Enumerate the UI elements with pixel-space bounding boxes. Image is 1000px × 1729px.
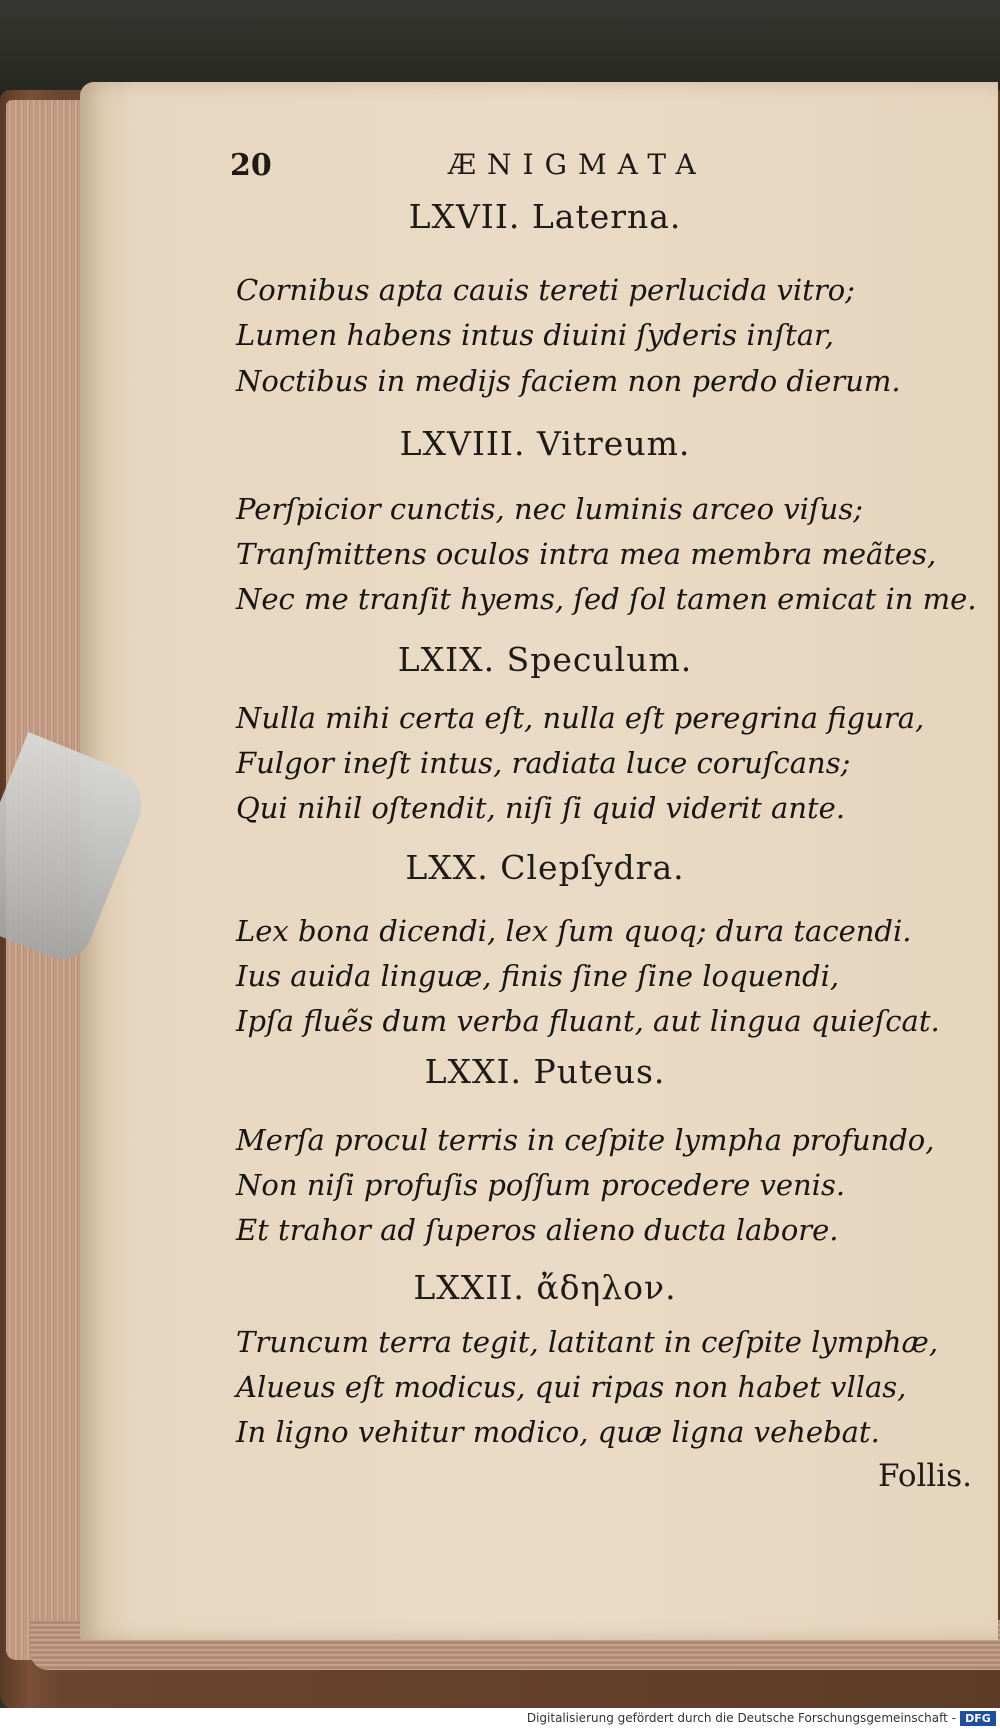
- running-head: ÆNIGMATA: [448, 148, 707, 181]
- verse-line: In ligno vehitur modico, quæ ligna vehebat.: [236, 1415, 880, 1449]
- page-number: 20: [230, 148, 272, 183]
- riddle-title: LXX. Clepſydra.: [405, 848, 685, 887]
- verse-line: Lumen habens intus diuini ſyderis inſtar,: [236, 318, 834, 352]
- verse-line: Lex bona dicendi, lex ſum quoq; dura tacendi.: [236, 914, 912, 948]
- riddle-title: LXVII. Laterna.: [408, 197, 682, 236]
- verse-line: Merſa procul terris in ceſpite lympha profundo,: [236, 1123, 935, 1157]
- verse-line: Cornibus apta cauis tereti perlucida vitro;: [236, 273, 855, 307]
- page-header: [230, 148, 790, 188]
- riddle-title: LXVIII. Vitreum.: [399, 424, 691, 463]
- verse-line: Perſpicior cunctis, nec luminis arceo viſus;: [236, 492, 863, 526]
- footer-bar: [0, 1708, 1000, 1729]
- verse-line: Non niſi profuſis poſſum procedere venis.: [236, 1168, 846, 1202]
- verse-line: Qui nihil oſtendit, niſi ſi quid viderit ante.: [236, 791, 846, 825]
- riddle-title: LXXI. Puteus.: [424, 1052, 666, 1091]
- riddle-title: LXIX. Speculum.: [397, 640, 693, 679]
- verse-line: Nulla mihi certa eſt, nulla eſt peregrina figura,: [236, 701, 925, 735]
- verse-line: Et trahor ad ſuperos alieno ducta labore.: [236, 1213, 839, 1247]
- catchword: Follis.: [878, 1458, 972, 1494]
- verse-line: Tranſmittens oculos intra mea membra meãtes,: [236, 537, 937, 571]
- verse-line: Ius auida linguæ, finis ſine ſine loquendi,: [236, 959, 840, 993]
- riddle-title: LXXII. ἄδηλον.: [413, 1268, 677, 1307]
- verse-line: Noctibus in medijs faciem non perdo dierum.: [236, 364, 901, 398]
- verse-line: Alueus eſt modicus, qui ripas non habet vllas,: [236, 1370, 907, 1404]
- verse-line: Truncum terra tegit, latitant in ceſpite lymphæ,: [236, 1325, 939, 1359]
- verse-line: Nec me tranſit hyems, ſed ſol tamen emicat in me.: [236, 582, 977, 616]
- dfg-logo: DFG: [960, 1711, 996, 1726]
- verse-line: Fulgor ineſt intus, radiata luce coruſcans;: [236, 746, 851, 780]
- verse-line: Ipſa fluẽs dum verba fluant, aut lingua quieſcat.: [236, 1004, 940, 1038]
- funding-credit: Digitalisierung gefördert durch die Deutsche Forschungsgemeinschaft -: [526, 1711, 956, 1725]
